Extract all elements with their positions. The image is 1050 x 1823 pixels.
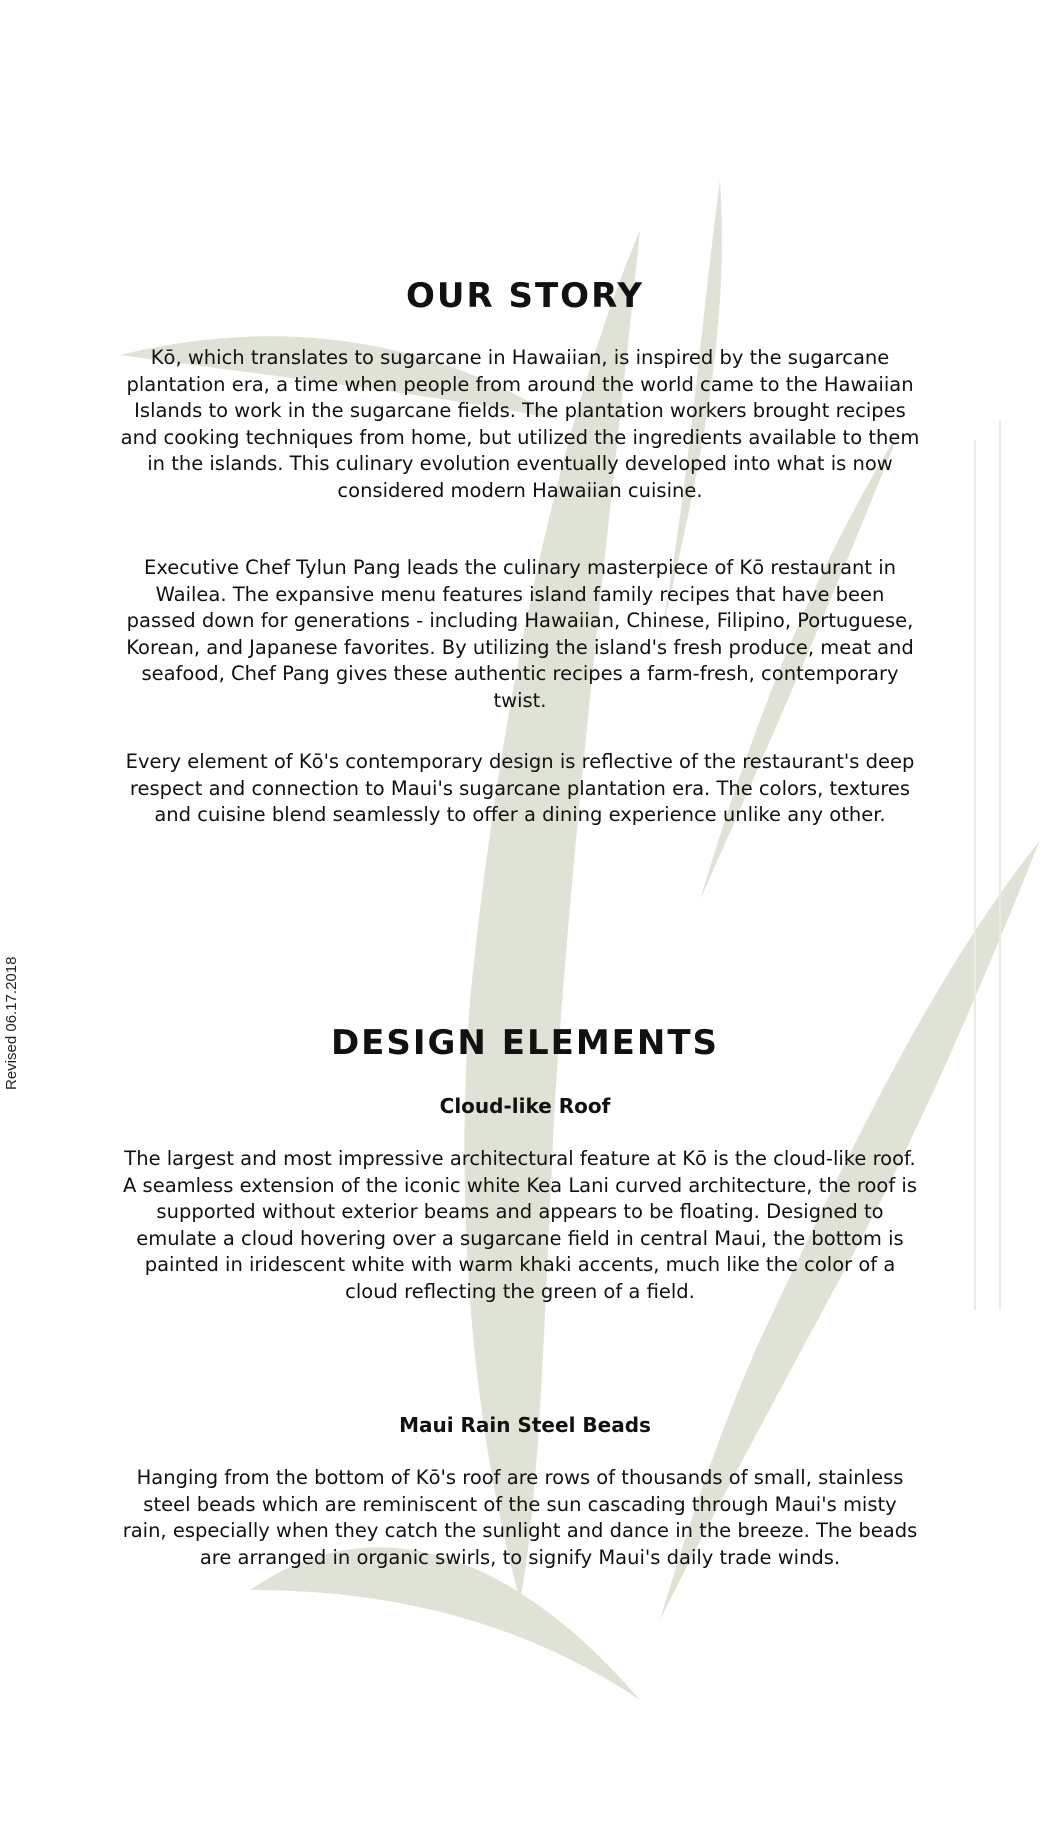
our-story-paragraph: Kō, which translates to sugarcane in Hawaiian, is inspired by the sugarcane plantation era, a time when people from around the world came to the Hawaiian Islands to work in the sugarcane fields. The plantation workers brought recipes and cooking techniques from home, but utilized the ingredients available to them in the islands. This culinary evolution eventually developed into what is now considered modern Hawaiian cuisine.: [120, 346, 920, 502]
design-item-text: Hanging from the bottom of Kō's roof are rows of thousands of small, stainless steel beads which are reminiscent of the sun cascading through Maui's misty rain, especially when they catch the sunlight and dance in the breeze. The beads are arranged in organic swirls, to signify Maui's daily trade winds.: [122, 1466, 918, 1569]
design-item-title: Maui Rain Steel Beads: [399, 1413, 651, 1437]
our-story-paragraph: Every element of Kō's contemporary design is reflective of the restaurant's deep respect and connection to Maui's sugarcane plantation era. The colors, textures and cuisine blend seamlessly to offer a dining experience unlike any other.: [125, 750, 915, 826]
design-item-title: Cloud-like Roof: [439, 1094, 611, 1118]
our-story-heading: OUR STORY: [405, 276, 645, 316]
design-elements-heading: DESIGN ELEMENTS: [330, 1023, 720, 1063]
our-story-paragraph: Executive Chef Tylun Pang leads the culinary masterpiece of Kō restaurant in Wailea. The expansive menu features island family recipes that have been passed down for generations - including Hawaiian, Chinese, Filipino, Portuguese, Korean, and Japanese favorites. By utilizing the island's fresh produce, meat and seafood, Chef Pang gives these authentic recipes a farm-fresh, contemporary twist.: [126, 556, 914, 712]
design-item-text: The largest and most impressive architectural feature at Kō is the cloud-like roof. A seamless extension of the iconic white Kea Lani curved architecture, the roof is supported without exterior beams and appears to be floating. Designed to emulate a cloud hovering over a sugarcane field in central Maui, the bottom is painted in iridescent white with warm khaki accents, much like the color of a cloud reflecting the green of a field.: [123, 1147, 917, 1303]
revised-date-note: Revised 06.17.2018: [3, 956, 20, 1090]
